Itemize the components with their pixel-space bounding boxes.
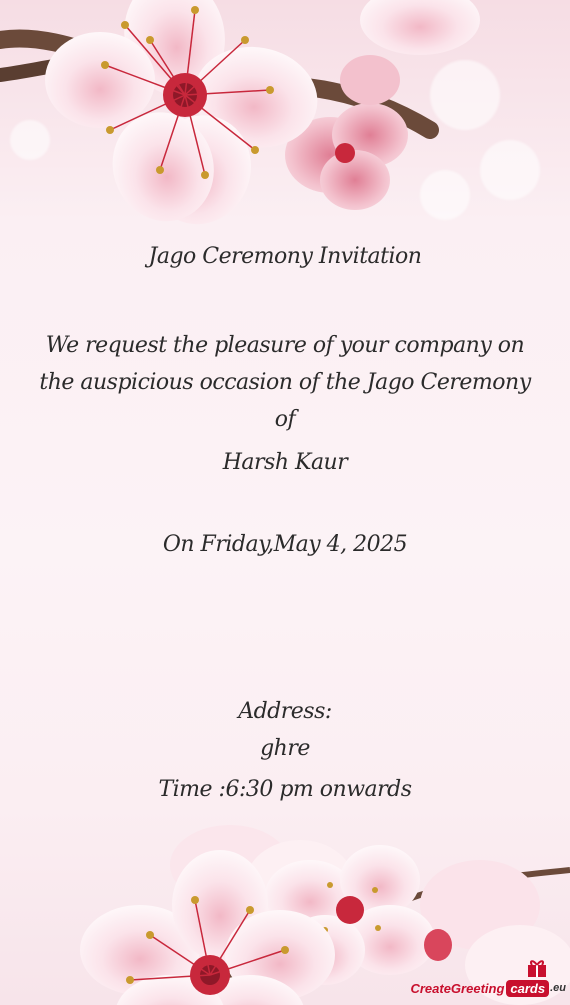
invitation-title: Jago Ceremony Invitation — [148, 244, 422, 269]
logo-text-create-greeting: CreateGreeting — [410, 980, 505, 996]
address-label: Address: — [238, 699, 332, 724]
top-cherry-blossoms-image — [0, 0, 570, 230]
brand-logo[interactable] — [410, 975, 566, 1001]
honoree-name: Harsh Kaur — [222, 450, 348, 475]
address-value: ghre — [260, 736, 310, 761]
logo-text-cards: cards — [506, 980, 549, 997]
event-date: On Friday,May 4, 2025 — [162, 532, 408, 557]
event-time: Time :6:30 pm onwards — [158, 777, 412, 802]
invitation-message: We request the pleasure of your company on the auspicious occasion of the Jago Ceremony of — [39, 333, 531, 432]
logo-text-domain: .eu — [550, 982, 566, 994]
